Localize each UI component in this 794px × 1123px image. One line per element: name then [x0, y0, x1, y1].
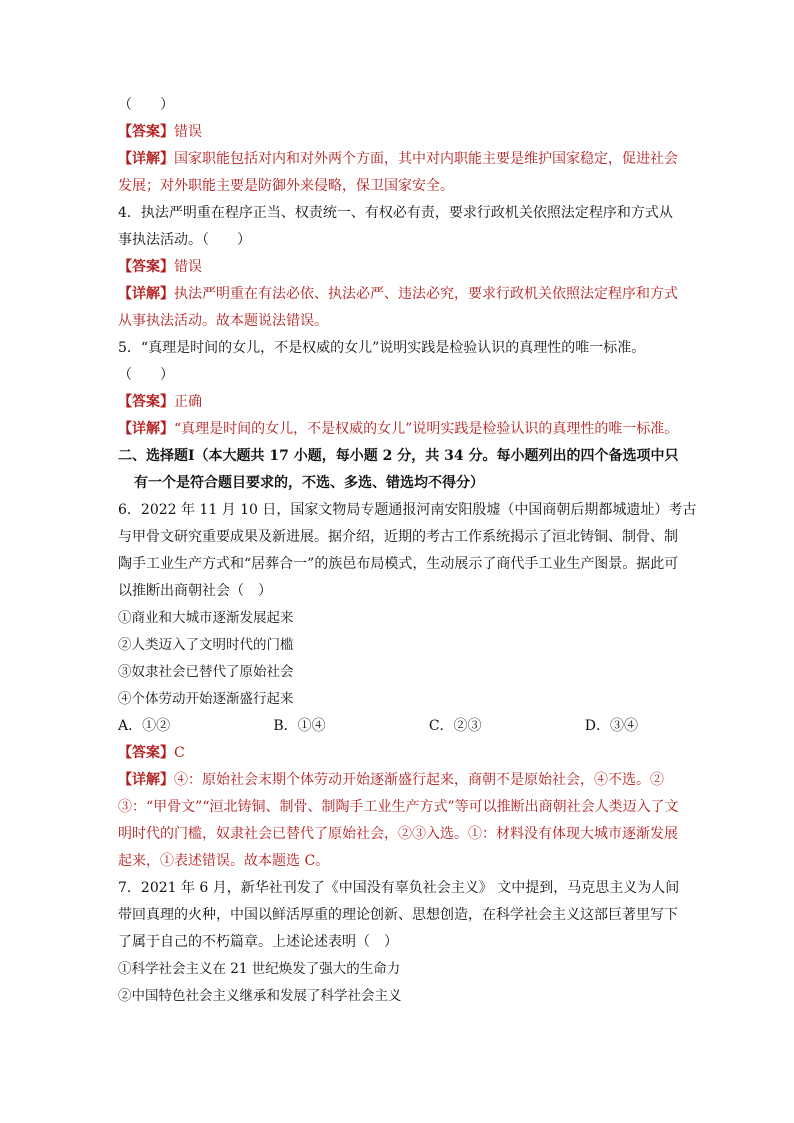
question-4: 4．执法严明重在程序正当、权责统一、有权必有责，要求行政机关依照法定程序和方式从	[118, 205, 673, 221]
question-7: 7．2021 年 6 月，新华社刊发了《中国没有辜负社会主义》 文中提到，马克思主义为人间	[118, 880, 680, 896]
question-6-continued: 陶手工业生产方式和“居葬合一”的族邑布局模式，生动展示了商代手工业生产图景。据此可	[118, 556, 679, 572]
explanation-tag: 【详解】	[118, 772, 174, 788]
explanation-line	[118, 281, 678, 308]
explanation-tag: 【详解】	[118, 151, 174, 167]
option-c: C．②③	[428, 718, 482, 734]
answer-line	[118, 119, 678, 146]
section-heading-continued: 有一个是符合题目要求的，不选、多选、错选均不得分）	[134, 475, 484, 491]
explanation-text: 执法严明重在有法必依、执法必严、违法必究，要求行政机关依照法定程序和方式	[174, 286, 678, 302]
statement-4: ④个体劳动开始逐渐盛行起来	[118, 691, 294, 707]
statement-3: ③奴隶社会已替代了原始社会	[118, 664, 294, 680]
statement-1: ①科学社会主义在 21 世纪焕发了强大的生命力	[118, 961, 401, 977]
option-b: B．①④	[273, 718, 326, 734]
question-6-continued: 与甲骨文研究重要成果及新进展。据介绍，近期的考古工作系统揭示了洹北铸铜、制骨、制	[118, 529, 678, 545]
answer-tag: 【答案】	[118, 124, 174, 140]
explanation-continued: 起来，①表述错误。故本题选 C。	[118, 853, 330, 869]
explanation-line	[118, 146, 678, 173]
explanation-line	[118, 767, 678, 794]
answer-line	[118, 389, 678, 416]
section-heading: 二、选择题Ⅰ（本大题共 17 小题，每小题 2 分，共 34 分。每小题列出的四个备选项中只	[118, 448, 679, 464]
text-line: （ ）	[118, 97, 174, 113]
explanation-continued: 发展；对外职能主要是防御外来侵略，保卫国家安全。	[118, 178, 454, 194]
answer-tag: 【答案】	[118, 394, 174, 410]
question-5: 5．“真理是时间的女儿，不是权威的女儿”说明实践是检验认识的真理性的唯一标准。	[118, 340, 646, 356]
statement-1: ①商业和大城市逐渐发展起来	[118, 610, 294, 626]
answer-value: 正确	[174, 394, 202, 410]
question-4-continued: 事执法活动。（ ）	[118, 232, 251, 248]
explanation-continued: ③：“甲骨文”“洹北铸铜、制骨、制陶手工业生产方式”等可以推断出商朝社会人类迈入了文	[118, 799, 679, 815]
statement-2: ②中国特色社会主义继承和发展了科学社会主义	[118, 988, 402, 1004]
statement-2: ②人类迈入了文明时代的门槛	[118, 637, 294, 653]
answer-value: 错误	[174, 124, 202, 140]
explanation-line	[118, 416, 678, 443]
option-d: D．③④	[584, 718, 638, 734]
question-7-continued: 了属于自己的不朽篇章。上述论述表明（ ）	[118, 934, 398, 950]
explanation-tag: 【详解】	[118, 286, 174, 302]
question-7-continued: 带回真理的火种，中国以鲜活厚重的理论创新、思想创造，在科学社会主义这部巨著里写下	[118, 907, 678, 923]
explanation-continued: 明时代的门槛，奴隶社会已替代了原始社会，②③入选。①：材料没有体现大城市逐渐发展	[118, 826, 678, 842]
options-row	[118, 713, 638, 740]
explanation-tag: 【详解】	[118, 421, 174, 437]
answer-line	[118, 740, 678, 767]
explanation-text: “真理是时间的女儿，不是权威的女儿”说明实践是检验认识的真理性的唯一标准。	[174, 421, 679, 437]
document-page	[118, 92, 697, 1010]
answer-value: C	[174, 745, 185, 761]
answer-line	[118, 254, 678, 281]
explanation-continued: 从事执法活动。故本题说法错误。	[118, 313, 328, 329]
question-5-continued: （ ）	[118, 367, 174, 383]
answer-tag: 【答案】	[118, 745, 174, 761]
question-6: 6．2022 年 11 月 10 日，国家文物局专题通报河南安阳殷墟（中国商朝后期都城遗址）考古	[118, 502, 697, 518]
explanation-text: 国家职能包括对内和对外两个方面，其中对内职能主要是维护国家稳定，促进社会	[174, 151, 678, 167]
answer-tag: 【答案】	[118, 259, 174, 275]
answer-value: 错误	[174, 259, 202, 275]
explanation-text: ④：原始社会末期个体劳动开始逐渐盛行起来，商朝不是原始社会，④不选。②	[174, 772, 664, 788]
question-6-continued: 以推断出商朝社会（ ）	[118, 583, 272, 599]
option-a: A．①②	[118, 718, 171, 734]
